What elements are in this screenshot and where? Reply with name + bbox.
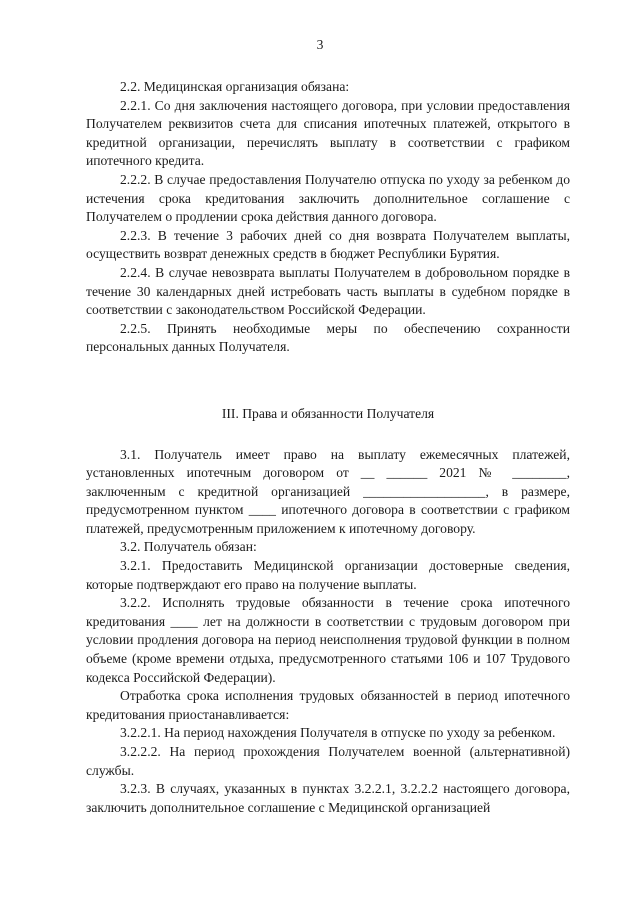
section-3-title: III. Права и обязанности Получателя: [221, 405, 435, 421]
clause-2-2-3: 2.2.3. В течение 3 рабочих дней со дня возврата Получателем выплаты, осуществить возврат денежных средств в бюджет Республики Бурятия.: [86, 227, 570, 262]
clause-3-2-2: 3.2.2. Исполнять трудовые обязанности в течение срока ипотечного кредитования ____ лет на должности в соответствии с трудовым договором при условии продления договора на период неисполнения трудовой функции в полном объеме (кроме времени отдыха, предусмотренного статьями 106 и 107 Трудового кодекса Российской Федерации).: [86, 595, 570, 685]
clause-3-2-3: 3.2.3. В случаях, указанных в пунктах 3.2.2.1, 3.2.2.2 настоящего договора, заключить дополнительное соглашение с Медицинской организацией: [86, 781, 570, 815]
page-number: 3: [316, 37, 324, 52]
clause-3-2-1: 3.2.1. Предоставить Медицинской организации достоверные сведения, которые подтверждают его право на получение выплаты.: [86, 558, 570, 592]
clause-otrabotka: Отработка срока исполнения трудовых обязанностей в период ипотечного кредитования приостанавливается:: [86, 688, 570, 722]
clause-3-2-2-1: 3.2.2.1. На период нахождения Получателя в отпуске по уходу за ребенком.: [120, 725, 556, 741]
document-body: [86, 78, 570, 817]
clause-2-2-4: 2.2.4. В случае невозврата выплаты Получателем в добровольном порядке в течение 30 календарных дней истребовать часть выплаты в судебном порядке в соответствии с законодательством Российской Федерации.: [86, 264, 570, 318]
clause-3-1: 3.1. Получатель имеет право на выплату ежемесячных платежей, установленных ипотечным договором от __ ______ 2021 № ________, заключенным с кредитной организацией __________________, в размере, предусмотренном пунктом ____ ипотечного договора в соответствии с графиком платежей, предусмотренным приложением к ипотечному договору.: [86, 446, 570, 536]
clause-2-2: 2.2. Медицинская организация обязана:: [120, 79, 350, 94]
clause-2-2-1: 2.2.1. Со дня заключения настоящего договора, при условии предоставления Получателем реквизитов счета для списания ипотечных платежей, открытого в кредитной организации, перечислять выплату в соответствии с графиком ипотечного кредита.: [86, 97, 570, 169]
clause-3-2-2-2: 3.2.2.2. На период прохождения Получателем военной (альтернативной) службы.: [86, 744, 570, 778]
clause-2-2-2: 2.2.2. В случае предоставления Получателю отпуска по уходу за ребенком до истечения срока кредитования заключить дополнительное соглашение с Получателем о продлении срока действия данного договора.: [86, 171, 570, 225]
clause-3-2: 3.2. Получатель обязан:: [120, 539, 257, 555]
clause-2-2-5: 2.2.5. Принять необходимые меры по обеспечению сохранности персональных данных Получателя.: [86, 320, 570, 355]
